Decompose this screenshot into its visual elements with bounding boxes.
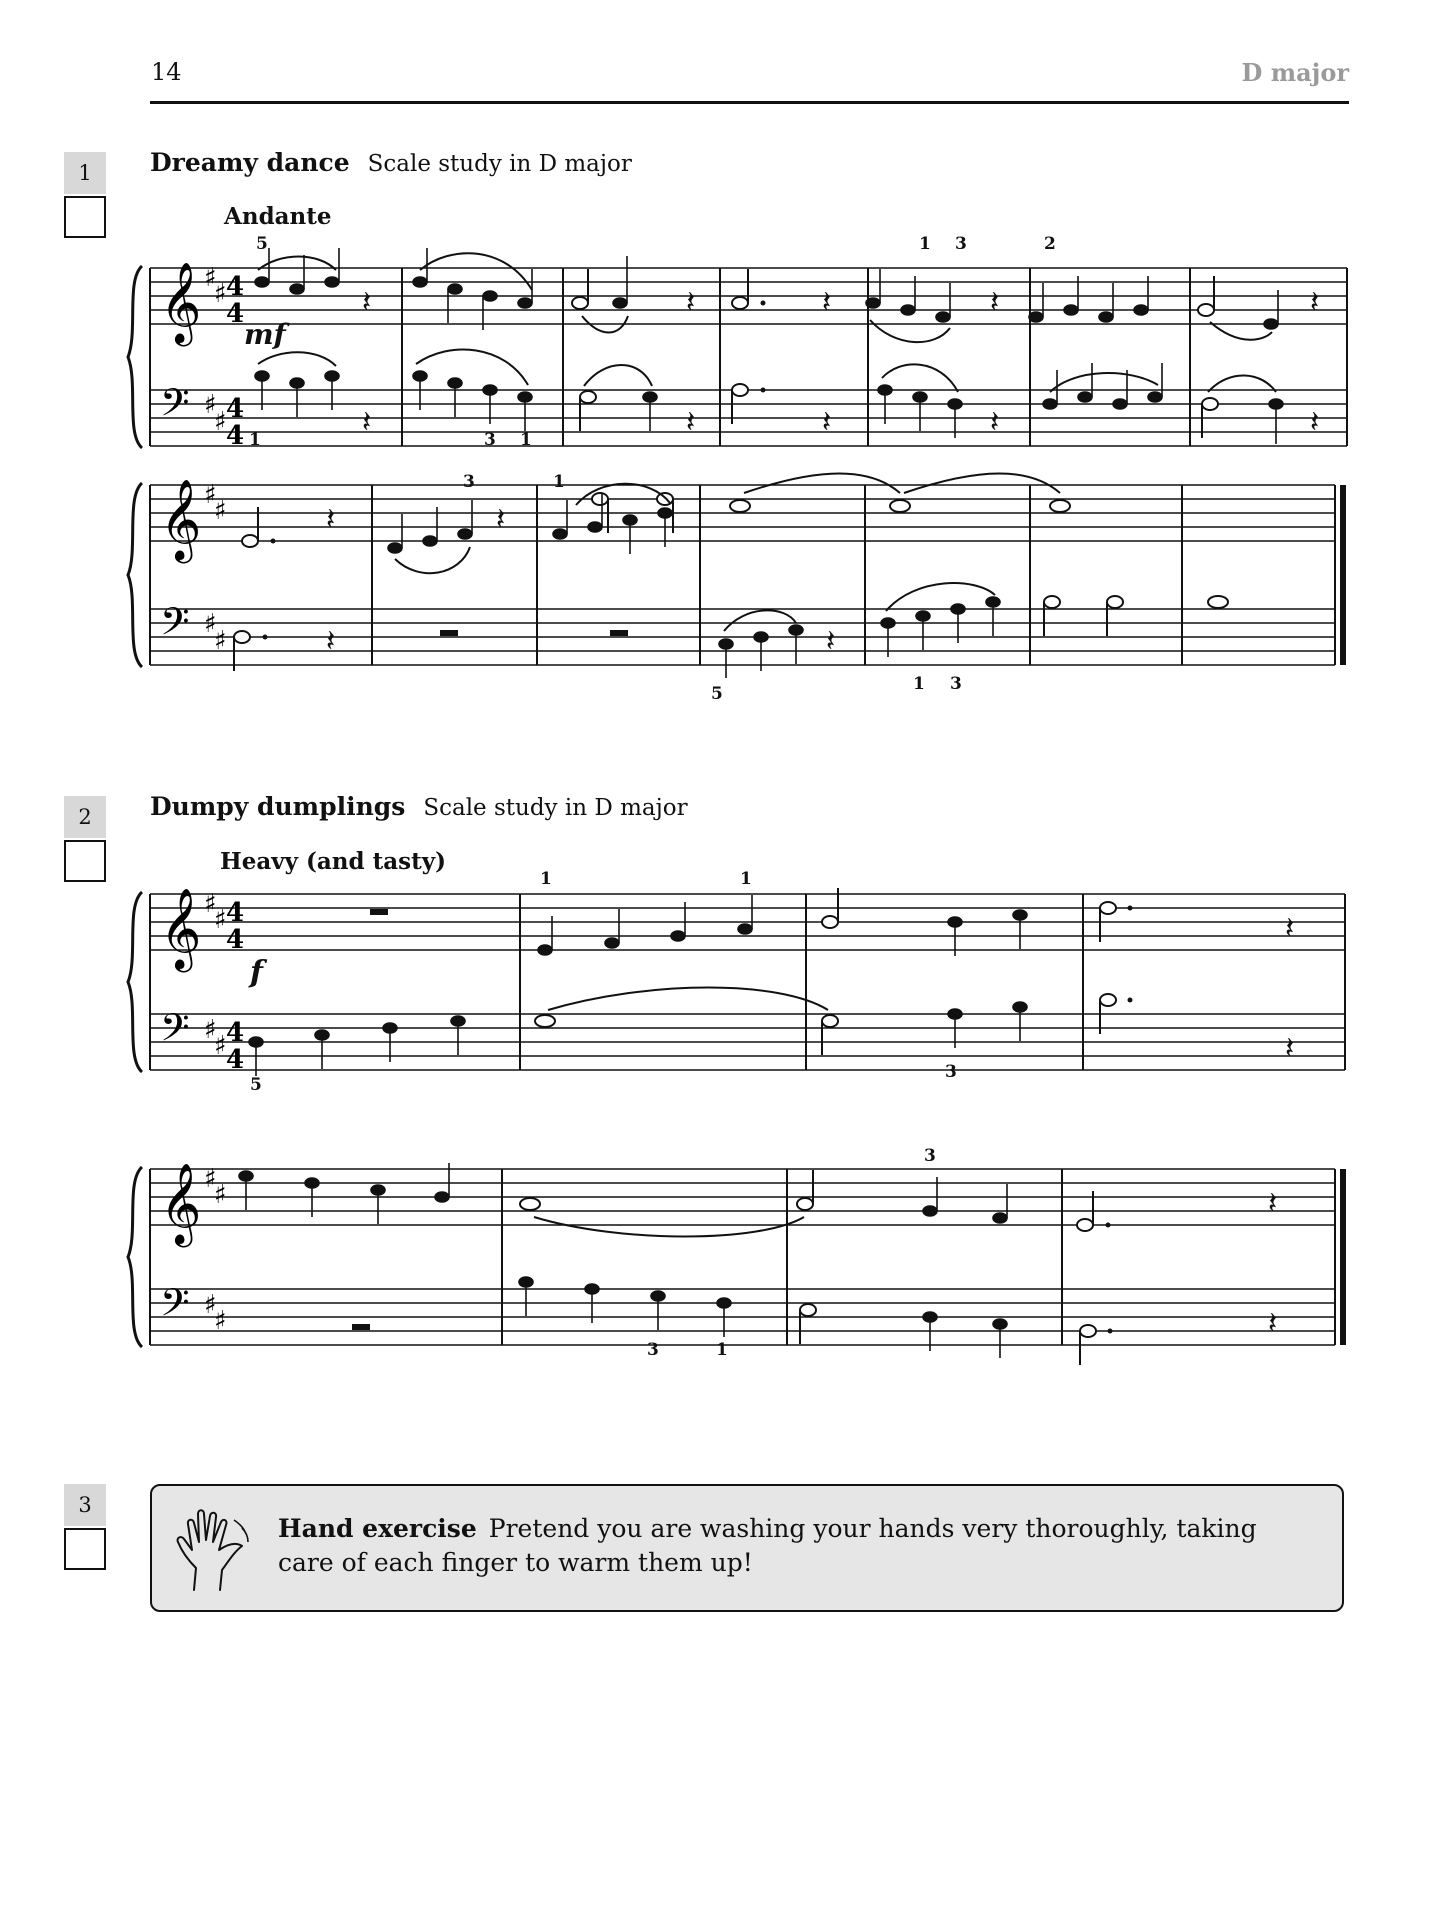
fingering: 1	[913, 674, 925, 694]
svg-text:𝄽: 𝄽	[326, 502, 336, 537]
svg-text:♯: ♯	[214, 279, 227, 309]
hand-exercise-box	[150, 1484, 1344, 1612]
music-system-1-1	[0, 240, 1445, 470]
svg-text:𝄢: 𝄢	[160, 1280, 190, 1334]
svg-text:𝄽: 𝄽	[496, 502, 506, 537]
svg-text:𝄽: 𝄽	[362, 285, 372, 320]
svg-text:♯: ♯	[204, 889, 217, 919]
svg-text:♯: ♯	[204, 263, 217, 293]
music-system-2-1	[0, 880, 1445, 1100]
hand-icon	[176, 1508, 256, 1596]
fingering: 3	[955, 234, 967, 254]
svg-text:𝄽: 𝄽	[822, 285, 832, 320]
exercise-text	[278, 1512, 1278, 1580]
piece-subtitle: Scale study in D major	[367, 151, 632, 177]
svg-text:♯: ♯	[214, 407, 227, 437]
svg-text:♯: ♯	[214, 1031, 227, 1061]
header-rule	[150, 101, 1349, 104]
dynamic-mf: mf	[244, 318, 286, 351]
svg-text:𝄽: 𝄽	[822, 405, 832, 440]
exercise-number-3: 3	[64, 1484, 106, 1526]
fingering: 5	[256, 234, 268, 254]
svg-text:𝄽: 𝄽	[1285, 1031, 1295, 1066]
piece-title-2	[150, 792, 688, 821]
fingering: 3	[463, 472, 475, 492]
svg-text:4: 4	[226, 394, 245, 424]
fingering: 1	[740, 869, 752, 889]
music-system-1-2	[0, 465, 1445, 695]
piece-title-text: Dumpy dumplings	[150, 792, 406, 821]
svg-text:𝄽: 𝄽	[1268, 1186, 1278, 1221]
svg-text:𝄽: 𝄽	[826, 624, 836, 659]
practice-checkbox-1[interactable]	[64, 196, 106, 238]
piece-title-1	[150, 148, 632, 177]
svg-text:𝄽: 𝄽	[990, 285, 1000, 320]
piece-number-2: 2	[64, 796, 106, 838]
svg-text:♯: ♯	[204, 609, 217, 639]
svg-text:𝄽: 𝄽	[1310, 285, 1320, 320]
svg-text:𝄞: 𝄞	[160, 887, 202, 969]
fingering: 1	[919, 234, 931, 254]
fingering: 5	[711, 684, 723, 704]
svg-text:𝄽: 𝄽	[990, 405, 1000, 440]
svg-text:𝄞: 𝄞	[160, 478, 202, 560]
fingering: 1	[540, 869, 552, 889]
svg-text:4: 4	[226, 299, 245, 329]
tempo-marking-1: Andante	[224, 203, 332, 230]
fingering: 3	[924, 1146, 936, 1166]
piece-subtitle: Scale study in D major	[423, 795, 688, 821]
svg-text:♯: ♯	[214, 1180, 227, 1210]
svg-text:𝄢: 𝄢	[160, 380, 190, 434]
svg-text:𝄢: 𝄢	[160, 1005, 190, 1059]
svg-text:𝄽: 𝄽	[1285, 911, 1295, 946]
svg-text:♯: ♯	[204, 1015, 217, 1045]
svg-text:𝄞: 𝄞	[160, 1162, 202, 1244]
fingering: 3	[647, 1340, 659, 1360]
exercise-title: Hand exercise	[278, 1514, 477, 1543]
dynamic-f: f	[250, 955, 263, 990]
svg-text:𝄽: 𝄽	[686, 285, 696, 320]
page-number: 14	[151, 58, 182, 86]
fingering: 1	[553, 472, 565, 492]
svg-text:♯: ♯	[204, 390, 217, 420]
practice-checkbox-3[interactable]	[64, 1528, 106, 1570]
svg-text:𝄽: 𝄽	[686, 405, 696, 440]
fingering: 1	[249, 430, 261, 450]
svg-text:4: 4	[226, 1045, 245, 1075]
svg-text:♯: ♯	[214, 905, 227, 935]
fingering: 1	[520, 430, 532, 450]
fingering: 1	[716, 1340, 728, 1360]
svg-text:𝄽: 𝄽	[362, 405, 372, 440]
piece-title-text: Dreamy dance	[150, 148, 350, 177]
svg-text:4: 4	[226, 925, 245, 955]
exercise-description: Pretend you are washing your hands very thoroughly, taking care of each finger to warm them up!	[278, 1514, 1257, 1577]
fingering: 5	[250, 1075, 262, 1095]
svg-text:4: 4	[226, 272, 245, 302]
fingering: 3	[950, 674, 962, 694]
svg-text:𝄢: 𝄢	[160, 599, 190, 653]
svg-text:♯: ♯	[214, 626, 227, 656]
running-head: D major	[1241, 58, 1349, 87]
svg-text:𝄞: 𝄞	[160, 261, 202, 343]
svg-text:♯: ♯	[214, 1306, 227, 1336]
svg-text:4: 4	[226, 898, 245, 928]
svg-text:4: 4	[226, 421, 245, 451]
svg-text:♯: ♯	[204, 1290, 217, 1320]
svg-text:𝄽: 𝄽	[326, 624, 336, 659]
fingering: 2	[1044, 234, 1056, 254]
svg-text:♯: ♯	[204, 1164, 217, 1194]
piece-number-1: 1	[64, 152, 106, 194]
svg-text:♯: ♯	[214, 496, 227, 526]
svg-text:4: 4	[226, 1018, 245, 1048]
practice-checkbox-2[interactable]	[64, 840, 106, 882]
svg-text:♯: ♯	[204, 480, 217, 510]
fingering: 3	[945, 1062, 957, 1082]
fingering: 3	[484, 430, 496, 450]
svg-text:𝄽: 𝄽	[1268, 1306, 1278, 1341]
svg-text:𝄽: 𝄽	[1310, 405, 1320, 440]
tempo-marking-2: Heavy (and tasty)	[220, 848, 446, 875]
